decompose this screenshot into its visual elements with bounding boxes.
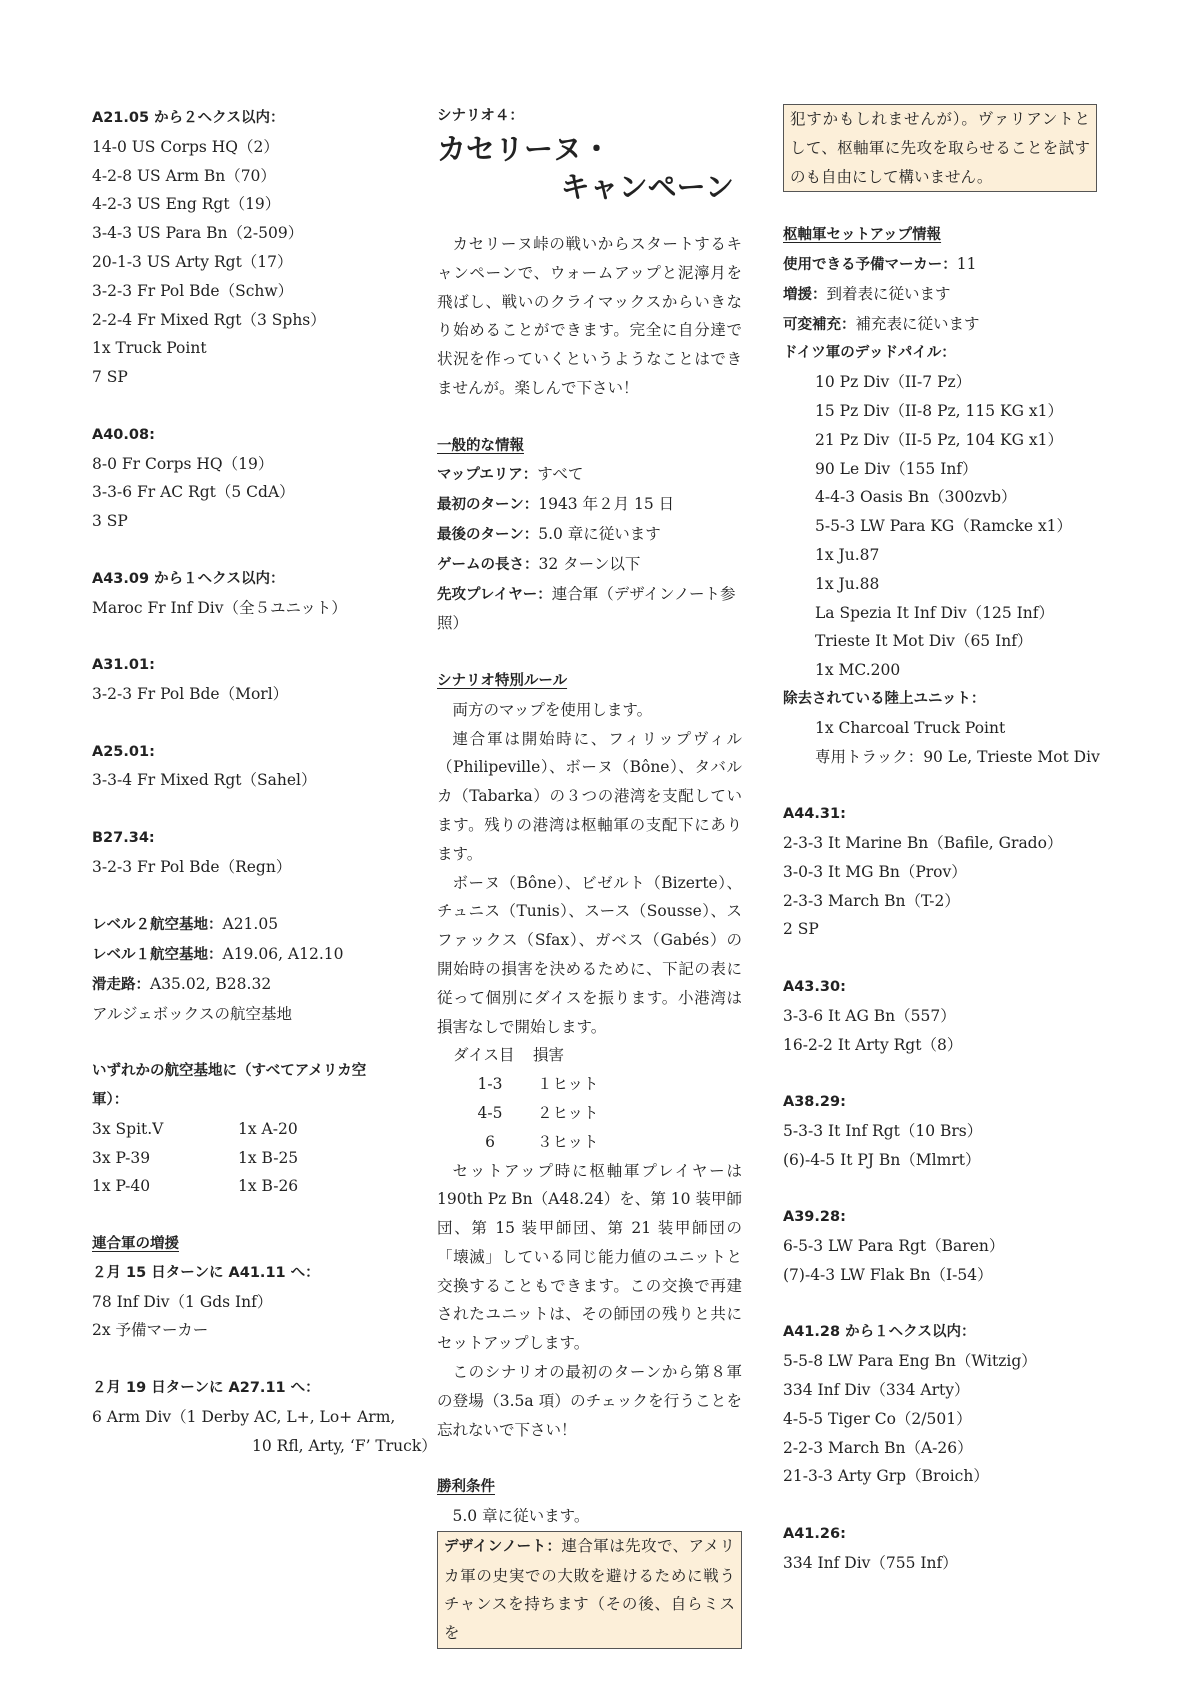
unit-line: 3-4-3 US Para Bn（2-509） xyxy=(92,224,304,243)
info-label: 最後のターン： xyxy=(437,526,539,543)
airstrip xyxy=(92,970,412,1000)
unit-line: 6 Arm Div（1 Derby AC, L+, Lo+ Arm, xyxy=(92,1407,396,1426)
unit-line: 16-2-2 It Arty Rgt（8） xyxy=(783,1035,963,1054)
info-value: すべて xyxy=(537,465,584,484)
victory-conditions-heading: 勝利条件 xyxy=(437,1479,495,1496)
info-value: 補充表に従います xyxy=(855,314,980,333)
unit-line: 1x MC.200 xyxy=(815,661,901,680)
air-unit: 1x A-20 xyxy=(238,1119,298,1138)
dice-roll: 1-3 xyxy=(477,1075,503,1094)
dice-table xyxy=(437,1041,742,1156)
unit-line: 3-2-3 Fr Pol Bde（Morl） xyxy=(92,684,289,703)
info-label: 最初のターン： xyxy=(437,497,539,514)
german-dead-pile-heading: ドイツ軍のデッドパイル： xyxy=(783,345,956,362)
air-unit: 1x B-25 xyxy=(238,1148,299,1167)
air-unit: 3x P-39 xyxy=(92,1148,151,1167)
hex-heading-a4431: A44.31: xyxy=(783,806,846,823)
general-info-row xyxy=(437,460,742,490)
unit-line: 90 Le Div（155 Inf） xyxy=(815,459,978,478)
unit-line: 6-5-3 LW Para Rgt（Baren） xyxy=(783,1237,1005,1256)
hex-heading-b2734: B27.34: xyxy=(92,829,155,846)
design-note-box xyxy=(437,1531,742,1649)
dice-damage: １ヒット xyxy=(537,1075,599,1094)
airbase-level2-value: A21.05 xyxy=(222,915,279,934)
special-rule-1: 両方のマップを使用します。 xyxy=(452,700,653,719)
info-label: マップエリア： xyxy=(437,467,538,484)
unit-line: (7)-4-3 LW Flak Bn（I-54） xyxy=(783,1265,993,1284)
hex-heading-a3928: A39.28: xyxy=(783,1209,846,1226)
info-value: 5.0 章に従います xyxy=(538,524,661,543)
hex-heading-a4128: A41.28 から１ヘクス以内： xyxy=(783,1324,976,1341)
unit-line: 3 SP xyxy=(92,512,128,531)
scenario-title-line1: カセリーヌ・ xyxy=(437,132,612,166)
air-unit-row xyxy=(92,1115,412,1144)
info-label: 使用できる予備マーカー： xyxy=(783,256,957,273)
air-unit: 3x Spit.V xyxy=(92,1119,164,1138)
axis-replacements xyxy=(783,310,1103,340)
hex-heading-a3101: A31.01: xyxy=(92,657,155,674)
unit-line: 21 Pz Div（II-5 Pz, 104 KG x1） xyxy=(815,430,1064,449)
general-info-row xyxy=(437,490,742,520)
general-info-heading: 一般的な情報 xyxy=(437,437,524,454)
feb15-heading: ２月 15 日ターンに A41.11 へ： xyxy=(92,1264,320,1281)
axis-reinforcements xyxy=(783,280,1103,310)
airstrip-value: A35.02, B28.32 xyxy=(150,974,272,993)
special-rule-3: ボーヌ（Bône）、ビゼルト（Bizerte）、チュニス（Tunis）、スース（Sousse）、スファックス（Sfax）、ガベス（Gabés）の開始時の損害を決めるために、下記の表に従って個別にダイスを振ります。小港湾は損害なしで開始します。 xyxy=(437,873,742,1036)
general-info-row xyxy=(437,550,742,580)
airbase-level1-label: レベル１航空基地： xyxy=(92,947,223,964)
unit-line: 15 Pz Div（II-8 Pz, 115 KG x1） xyxy=(815,401,1064,420)
dice-roll: 4-5 xyxy=(477,1103,503,1122)
design-note-continued: 犯すかもしれませんが）。ヴァリアントとして、枢軸軍に先攻を取らせることを試すのも自由にして構いません。 xyxy=(790,110,1090,186)
design-note-label: デザインノート： xyxy=(444,1538,562,1555)
airbase-level1-value: A19.06, A12.10 xyxy=(222,945,344,964)
design-note xyxy=(444,1532,735,1648)
unit-line: La Spezia It Inf Div（125 Inf） xyxy=(815,603,1055,622)
hex-heading-a2105: A21.05 から２ヘクス以内： xyxy=(92,110,285,126)
removed-units-heading: 除去されている陸上ユニット： xyxy=(783,690,986,707)
air-unit: 1x P-40 xyxy=(92,1177,151,1196)
general-info-row xyxy=(437,520,742,550)
allied-reinforcements-heading: 連合軍の増援 xyxy=(92,1236,179,1253)
unit-line: 1x Truck Point xyxy=(92,339,207,358)
unit-line: 2-2-3 March Bn（A-26） xyxy=(783,1438,973,1457)
airbase-level2 xyxy=(92,910,412,940)
info-label: ゲームの長さ： xyxy=(437,556,539,573)
hex-heading-a4008: A40.08: xyxy=(92,426,155,443)
unit-line: 1x Charcoal Truck Point xyxy=(815,718,1006,737)
special-rules-heading: シナリオ特別ルール xyxy=(437,672,568,689)
unit-line: 334 Inf Div（334 Arty） xyxy=(783,1381,970,1400)
unit-line: 334 Inf Div（755 Inf） xyxy=(783,1553,958,1572)
special-rule-5: このシナリオの最初のターンから第８軍の登場（3.5a 項）のチェックを行うことを忘れないで下さい！ xyxy=(437,1363,742,1439)
unit-line: 2-3-3 It Marine Bn（Bafile, Grado） xyxy=(783,833,1063,852)
general-info-row xyxy=(437,580,742,639)
unit-line: Maroc Fr Inf Div（全５ユニット） xyxy=(92,598,347,617)
air-unit-row xyxy=(92,1172,412,1201)
info-label: 可変補充： xyxy=(783,316,856,333)
airbase-level2-label: レベル２航空基地： xyxy=(92,917,223,934)
info-value: 1943 年２月 15 日 xyxy=(538,495,675,514)
middle-column xyxy=(437,104,742,1649)
info-value: 32 ターン以下 xyxy=(538,554,641,573)
air-units-heading-cont: 軍）： xyxy=(92,1092,129,1109)
scenario-title-line2: キャンペーン xyxy=(560,170,734,204)
unit-line: 3-3-4 Fr Mixed Rgt（Sahel） xyxy=(92,771,317,790)
unit-line: 2-3-3 March Bn（T-2） xyxy=(783,891,960,910)
unit-line: 4-4-3 Oasis Bn（300zvb） xyxy=(815,488,1017,507)
axis-setup-heading: 枢軸軍セットアップ情報 xyxy=(783,227,942,244)
unit-line: (6)-4-5 It PJ Bn（Mlmrt） xyxy=(783,1150,981,1169)
unit-line: 4-2-8 US Arm Bn（70） xyxy=(92,166,276,185)
scenario-intro: カセリーヌ峠の戦いからスタートするキャンペーンで、ウォームアップと泥濘月を飛ばし、戦いのクライマックスからいきなり始めることができます。完全に自分達で状況を作っていくというようなことはできませんが。楽しんで下さい！ xyxy=(437,235,742,397)
unit-line: Trieste It Mot Div（65 Inf） xyxy=(815,632,1033,651)
unit-line: 7 SP xyxy=(92,368,128,387)
axis-reserve-markers xyxy=(783,250,1103,280)
unit-line: 4-5-5 Tiger Co（2/501） xyxy=(783,1409,972,1428)
unit-line: 5-5-8 LW Para Eng Bn（Witzig） xyxy=(783,1352,1037,1371)
unit-line: 2x 予備マーカー xyxy=(92,1321,209,1340)
unit-line: 4-2-3 US Eng Rgt（19） xyxy=(92,195,281,214)
unit-line: 専用トラック：90 Le, Trieste Mot Div xyxy=(815,747,1100,766)
dice-roll: 6 xyxy=(485,1132,495,1151)
air-unit-row xyxy=(92,1144,412,1173)
right-column xyxy=(783,104,1103,1578)
info-value: 連合軍（デザインノート参照） xyxy=(437,584,736,633)
left-column xyxy=(92,104,437,1460)
dice-table-header xyxy=(437,1041,742,1070)
air-units-heading: いずれかの航空基地に（すべてアメリカ空 xyxy=(92,1063,367,1080)
special-rule-2: 連合軍は開始時に、フィリップヴィル（Philipeville）、ボーヌ（Bône）、タバルカ（Tabarka）の３つの港湾を支配しています。残りの港湾は枢軸軍の支配下にあります。 xyxy=(437,729,742,863)
dice-table-row xyxy=(437,1070,742,1099)
unit-line: 10 Pz Div（II-7 Pz） xyxy=(815,373,972,392)
air-unit: 1x B-26 xyxy=(238,1177,299,1196)
algiers-box-airbase: アルジェボックスの航空基地 xyxy=(92,1004,293,1023)
hex-heading-a4309: A43.09 から１ヘクス以内： xyxy=(92,570,285,587)
scenario-number: シナリオ４： xyxy=(437,108,524,124)
info-label: 増援： xyxy=(783,286,827,303)
hex-heading-a4126: A41.26: xyxy=(783,1526,846,1543)
unit-line: 3-2-3 Fr Pol Bde（Regn） xyxy=(92,857,292,876)
unit-list-a2105 xyxy=(92,133,412,392)
unit-line-cont: 10 Rfl, Arty, ‘F’ Truck） xyxy=(252,1436,437,1455)
dice-table-row xyxy=(437,1128,742,1157)
dice-damage: ２ヒット xyxy=(537,1103,599,1122)
dice-header-damage: 損害 xyxy=(533,1046,565,1065)
unit-line: 5-3-3 It Inf Rgt（10 Brs） xyxy=(783,1121,983,1140)
unit-line: 20-1-3 US Arty Rgt（17） xyxy=(92,252,293,271)
info-value: 11 xyxy=(956,254,977,273)
airbase-level1 xyxy=(92,940,412,970)
hex-heading-a3829: A38.29: xyxy=(783,1094,846,1111)
unit-line: 2 SP xyxy=(783,920,819,939)
dice-header-roll: ダイス目 xyxy=(453,1046,515,1065)
unit-line: 21-3-3 Arty Grp（Broich） xyxy=(783,1467,989,1486)
unit-line: 78 Inf Div（1 Gds Inf） xyxy=(92,1292,273,1311)
unit-line: 1x Ju.88 xyxy=(815,574,880,593)
unit-line: 14-0 US Corps HQ（2） xyxy=(92,137,279,156)
unit-line: 3-0-3 It MG Bn（Prov） xyxy=(783,862,967,881)
info-value: 到着表に従います xyxy=(826,284,951,303)
design-note-text: 連合軍は先攻で、アメリカ軍の史実での大敗を避けるために戦うチャンスを持ちます（その後、自らミスを xyxy=(444,1536,735,1643)
unit-line: 8-0 Fr Corps HQ（19） xyxy=(92,454,274,473)
unit-line: 5-5-3 LW Para KG（Ramcke x1） xyxy=(815,517,1073,536)
dice-table-row xyxy=(437,1099,742,1128)
special-rule-4: セットアップ時に枢軸軍プレイヤーは190th Pz Bn（A48.24）を、第 10 装甲師団、第 15 装甲師団、第 21 装甲師団の「壊滅」している同じ能力値のユニットと交換することもできます。この交換で再建されたユニットは、その師団の残りと共にセットアップします。 xyxy=(437,1161,742,1353)
design-note-continued-box xyxy=(783,104,1097,192)
airstrip-label: 滑走路： xyxy=(92,976,150,993)
victory-conditions: 5.0 章に従います。 xyxy=(452,1507,590,1526)
dice-damage: ３ヒット xyxy=(537,1132,599,1151)
unit-line: 3-3-6 Fr AC Rgt（5 CdA） xyxy=(92,483,295,502)
unit-line: 3-2-3 Fr Pol Bde（Schw） xyxy=(92,281,294,300)
unit-line: 3-3-6 It AG Bn（557） xyxy=(783,1006,956,1025)
unit-line: 1x Ju.87 xyxy=(815,545,880,564)
unit-line: 2-2-4 Fr Mixed Rgt（3 Sphs） xyxy=(92,310,326,329)
hex-heading-a2501: A25.01: xyxy=(92,743,155,760)
info-label: 先攻プレイヤー： xyxy=(437,586,552,603)
feb19-heading: ２月 19 日ターンに A27.11 へ： xyxy=(92,1380,320,1397)
hex-heading-a4330: A43.30: xyxy=(783,978,846,995)
